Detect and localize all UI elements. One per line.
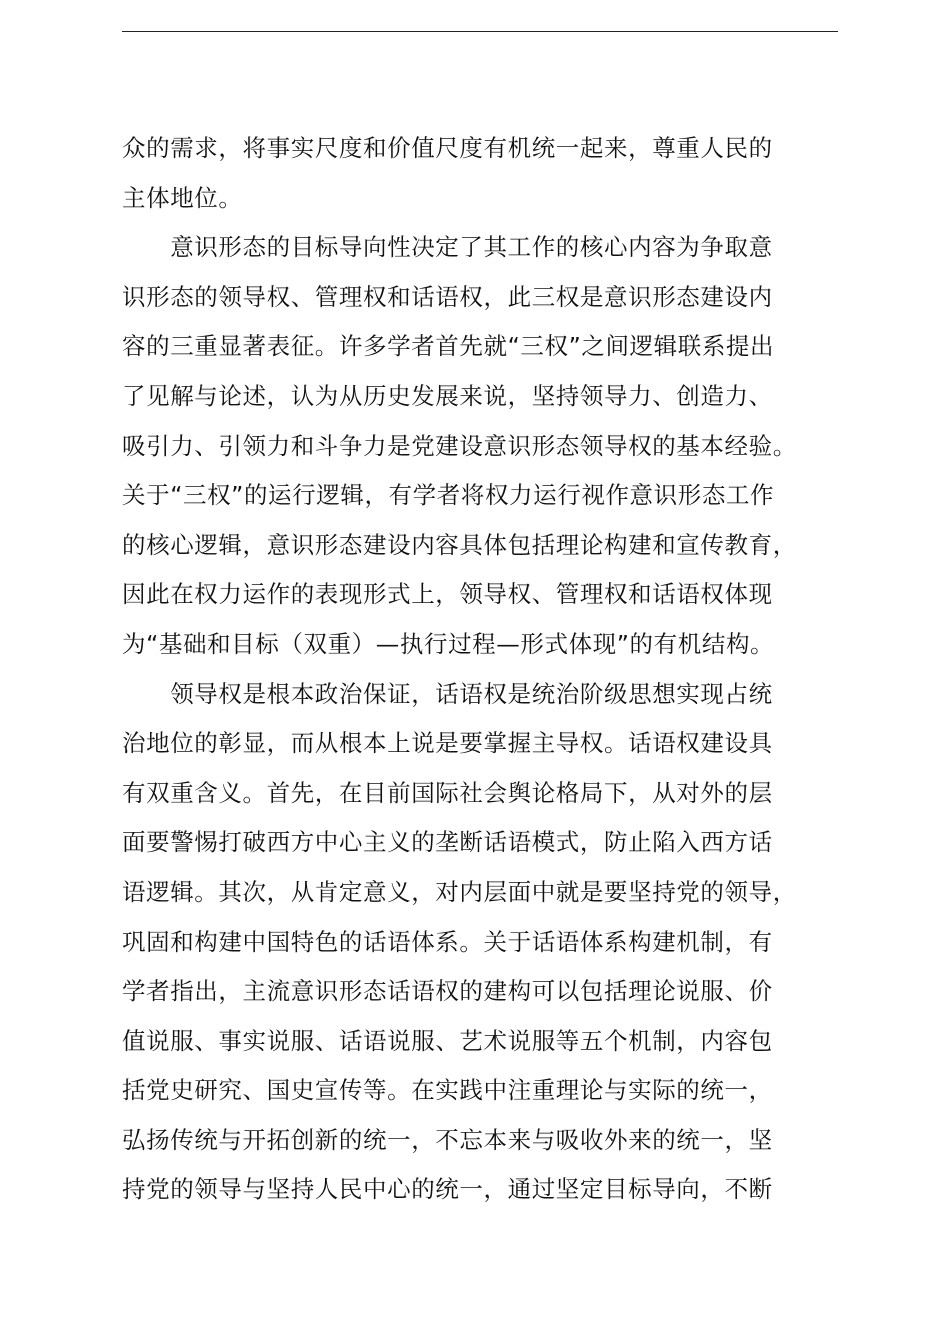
text-line: 关于“三权”的运行逻辑，有学者将权力运行视作意识形态工作 xyxy=(122,481,775,510)
text-line: 治地位的彰显，而从根本上说是要掌握主导权。话语权建设具 xyxy=(122,729,773,758)
text-line: 意识形态的目标导向性决定了其工作的核心内容为争取意 xyxy=(122,233,773,262)
text-line: 有双重含义。首先，在目前国际社会舆论格局下，从对外的层 xyxy=(122,778,773,807)
text-line: 值说服、事实说服、话语说服、艺术说服等五个机制，内容包 xyxy=(122,1026,773,1055)
text-line: 识形态的领导权、管理权和话语权，此三权是意识形态建设内 xyxy=(122,282,773,311)
text-line: 语逻辑。其次，从肯定意义，对内层面中就是要坚持党的领导， xyxy=(122,877,797,906)
header-rule xyxy=(122,31,838,32)
text-line: 学者指出，主流意识形态话语权的建构可以包括理论说服、价 xyxy=(122,977,773,1006)
text-line: 容的三重显著表征。许多学者首先就“三权”之间逻辑联系提出 xyxy=(122,332,775,361)
text-line: 弘扬传统与开拓创新的统一，不忘本来与吸收外来的统一，坚 xyxy=(122,1125,773,1154)
text-line: 巩固和构建中国特色的话语体系。关于话语体系构建机制，有 xyxy=(122,927,773,956)
text-line: 括党史研究、国史宣传等。在实践中注重理论与实际的统一， xyxy=(122,1076,773,1105)
text-line: 众的需求，将事实尺度和价值尺度有机统一起来，尊重人民的 xyxy=(122,134,773,162)
text-line: 持党的领导与坚持人民中心的统一，通过坚定目标导向，不断 xyxy=(122,1175,773,1204)
text-line: 面要警惕打破西方中心主义的垄断话语模式，防止陷入西方话 xyxy=(122,828,773,857)
body-text xyxy=(122,124,862,1215)
text-line: 为“基础和目标（双重）—执行过程—形式体现”的有机结构。 xyxy=(122,629,775,658)
text-line: 吸引力、引领力和斗争力是党建设意识形态领导权的基本经验。 xyxy=(122,431,797,460)
text-line: 的核心逻辑，意识形态建设内容具体包括理论构建和宣传教育， xyxy=(122,530,797,559)
text-line: 领导权是根本政治保证，话语权是统治阶级思想实现占统 xyxy=(122,679,773,708)
text-line: 了见解与论述，认为从历史发展来说，坚持领导力、创造力、 xyxy=(122,381,773,410)
text-line: 因此在权力运作的表现形式上，领导权、管理权和话语权体现 xyxy=(122,580,773,609)
text-line: 主体地位。 xyxy=(122,183,243,212)
